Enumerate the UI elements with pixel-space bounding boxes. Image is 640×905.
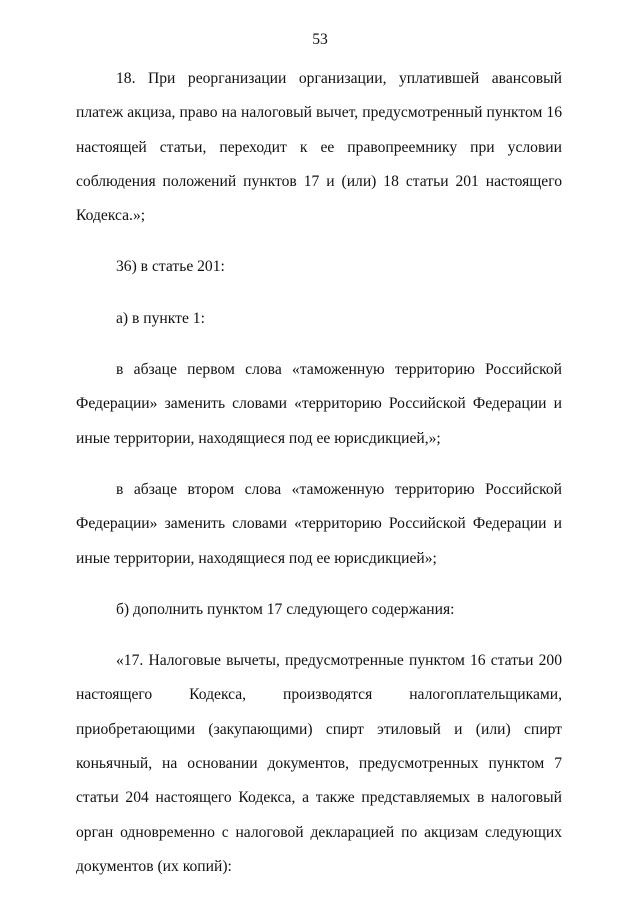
paragraph-add-point-17: б) дополнить пунктом 17 следующего содержания:: [116, 600, 455, 618]
paragraph-point-17-text: «17. Налоговые вычеты, предусмотренные пунктом 16 статьи 200 настоящего Кодекса, производятся налогоплательщиками, приобретающими (закупающими) спирт этиловый и (или) спирт коньячный, на основании документов, предусмотренных пунктом 7 статьи 204 настоящего Кодекса, а также представляемых в налоговый орган одновременно с налоговой декларацией по акцизам следующих документов (их копий):: [76, 652, 562, 875]
paragraph-reorganization: 18. При реорганизации организации, уплатившей авансовый платеж акциза, право на налоговый вычет, предусмотренный пунктом 16 настоящей статьи, переходит к ее правопреемнику при условии соблюдения положений пунктов 17 и (или) 18 статьи 201 настоящего Кодекса.»;: [76, 70, 562, 225]
document-body: [76, 62, 562, 901]
paragraph-article-201: 36) в статье 201:: [116, 258, 225, 276]
paragraph-first-abzac: в абзаце первом слова «таможенную территорию Российской Федерации» заменить словами «территорию Российской Федерации и иные территории, находящиеся под ее юрисдикцией,»;: [76, 361, 562, 447]
paragraph-second-abzac: в абзаце втором слова «таможенную территорию Российской Федерации» заменить словами «территорию Российской Федерации и иные территории, находящиеся под ее юрисдикцией»;: [76, 480, 562, 567]
paragraph-point-1: а) в пункте 1:: [116, 309, 205, 327]
page-number: 53: [312, 31, 328, 48]
